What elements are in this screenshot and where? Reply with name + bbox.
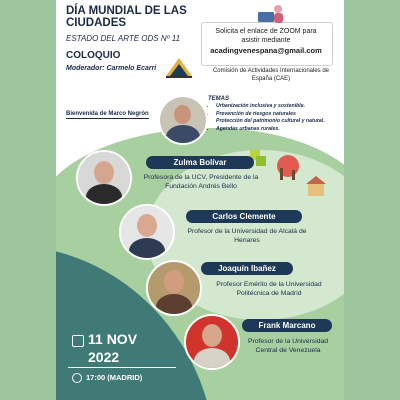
- speaker-name: Zulma Bolívar: [146, 156, 254, 169]
- poster-title: DÍA MUNDIAL DE LAS CIUDADES: [66, 5, 187, 29]
- organizer-text: Comisión de Actividades Internacionales de España (CAE): [212, 68, 330, 82]
- tema-item: • Protección del patrimonio cultural y natural.: [216, 118, 325, 126]
- speaker-photo-frank: [184, 314, 240, 370]
- event-year: 2022: [88, 349, 120, 365]
- tema-item: • Prevención de riesgos naturales: [216, 111, 325, 119]
- speaker-role: Profesor de la Universidad Central de Venezuela: [247, 338, 329, 354]
- event-poster: [56, 0, 344, 400]
- divider: [68, 367, 176, 368]
- clock-icon: [72, 373, 82, 383]
- speaker-photo-zulma: [76, 150, 132, 206]
- moderator: Moderador: Carmelo Ecarri: [66, 65, 157, 72]
- tema-item: • Agendas urbanas rurales.: [216, 126, 325, 134]
- laptop-person-icon: [256, 4, 286, 24]
- speaker-name: Joaquín Ibañez: [201, 262, 293, 275]
- event-type: COLOQUIO: [66, 50, 121, 61]
- temas-title: TEMAS: [208, 96, 229, 102]
- tema-item: • Urbanización inclusiva y sostenible.: [216, 103, 325, 111]
- speaker-photo-joaquin: [146, 260, 202, 316]
- marco-negron-photo: [158, 95, 208, 145]
- speaker-role: Profesora de la UCV, Presidente de la Fundación Andrés Bello: [143, 174, 259, 190]
- event-date: 11 NOV: [88, 331, 138, 347]
- academy-logo-icon: [164, 56, 194, 78]
- event-time: 17:00 (MADRID): [86, 373, 143, 382]
- contact-email[interactable]: acadingvenespana@gmail.com: [210, 46, 322, 55]
- poster-subtitle: ESTADO DEL ARTE ODS Nº 11: [66, 34, 181, 43]
- zoom-instructions: Solicita el enlace de ZOOM para asistir mediante: [215, 28, 317, 44]
- temas-list: [208, 103, 325, 133]
- speaker-name: Carlos Clemente: [186, 210, 302, 223]
- calendar-icon: [72, 335, 84, 347]
- speaker-role: Profesor Emérito de la Universidad Politécnica de Madrid: [216, 281, 322, 297]
- speaker-role: Profesor de la Universidad de Alcalá de Henares: [187, 228, 307, 244]
- welcome-line: Bienvenida de Marco Negrón: [66, 111, 149, 117]
- speaker-photo-carlos: [119, 204, 175, 260]
- speaker-name: Frank Marcano: [242, 319, 332, 332]
